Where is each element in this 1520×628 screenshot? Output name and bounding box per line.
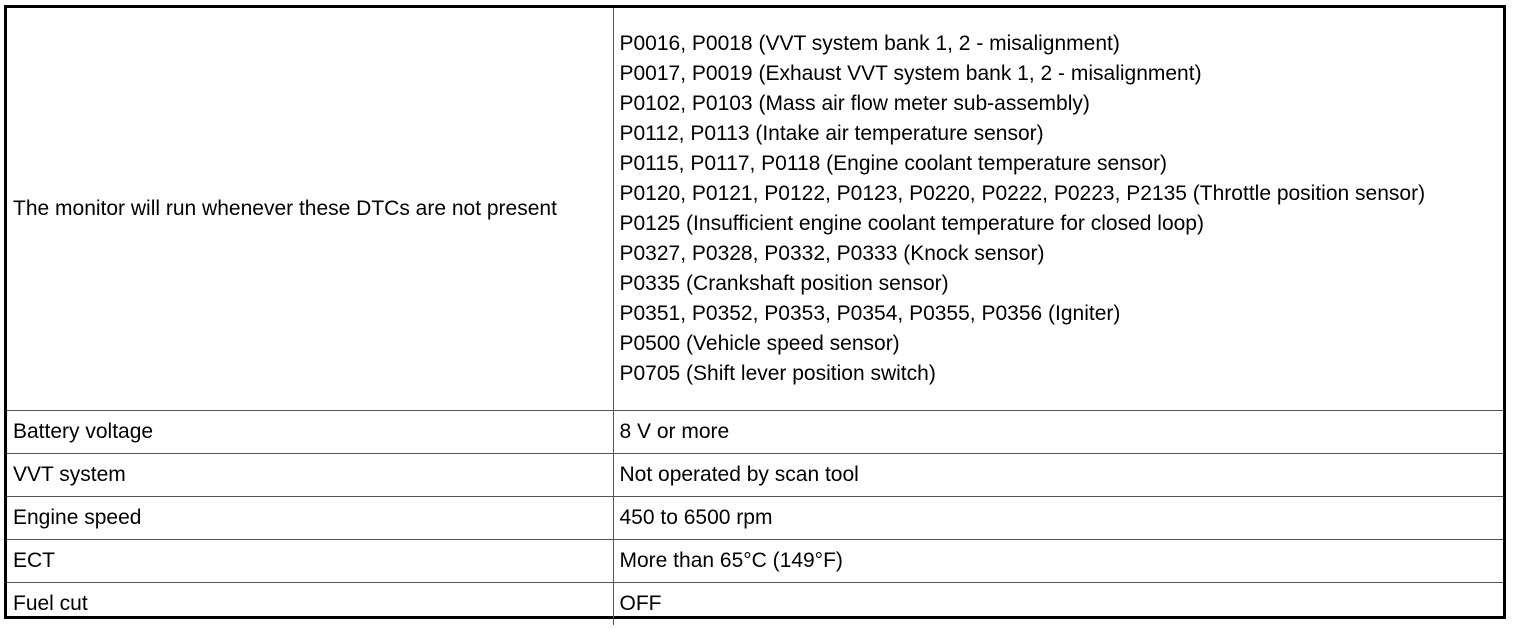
table-row: [7, 454, 1503, 497]
dtc-line: P0705 (Shift lever position switch): [619, 362, 936, 385]
dtc-line: P0500 (Vehicle speed sensor): [619, 332, 900, 355]
condition-value: More than 65°C (149°F): [613, 540, 1503, 583]
conditions-table: [4, 5, 1506, 619]
condition-label: Engine speed: [7, 497, 613, 540]
condition-label: The monitor will run whenever these DTCs are not present: [7, 8, 613, 411]
condition-value: 450 to 6500 rpm: [613, 497, 1503, 540]
dtc-line: P0102, P0103 (Mass air flow meter sub-assembly): [619, 92, 1090, 115]
dtc-list-cell: [613, 8, 1503, 411]
dtc-line: P0112, P0113 (Intake air temperature sensor): [619, 122, 1044, 145]
condition-value: 8 V or more: [613, 411, 1503, 454]
dtc-line: P0125 (Insufficient engine coolant temperature for closed loop): [619, 212, 1204, 235]
conditions-table-grid: [7, 8, 1503, 625]
dtc-line: P0335 (Crankshaft position sensor): [619, 272, 949, 295]
table-row: [7, 8, 1503, 411]
table-row: [7, 497, 1503, 540]
condition-label: ECT: [7, 540, 613, 583]
dtc-line: P0017, P0019 (Exhaust VVT system bank 1, 2 - misalignment): [619, 62, 1202, 85]
table-row: [7, 583, 1503, 626]
table-row: [7, 540, 1503, 583]
dtc-line: P0115, P0117, P0118 (Engine coolant temperature sensor): [619, 152, 1168, 175]
condition-value: Not operated by scan tool: [613, 454, 1503, 497]
condition-value: OFF: [613, 583, 1503, 626]
dtc-line: P0120, P0121, P0122, P0123, P0220, P0222, P0223, P2135 (Throttle position sensor): [619, 182, 1426, 205]
table-row: [7, 411, 1503, 454]
dtc-line: P0351, P0352, P0353, P0354, P0355, P0356 (Igniter): [619, 302, 1121, 325]
condition-label: Battery voltage: [7, 411, 613, 454]
dtc-line: P0327, P0328, P0332, P0333 (Knock sensor): [619, 242, 1045, 265]
dtc-line: P0016, P0018 (VVT system bank 1, 2 - misalignment): [619, 32, 1120, 55]
condition-label: Fuel cut: [7, 583, 613, 626]
condition-label: VVT system: [7, 454, 613, 497]
